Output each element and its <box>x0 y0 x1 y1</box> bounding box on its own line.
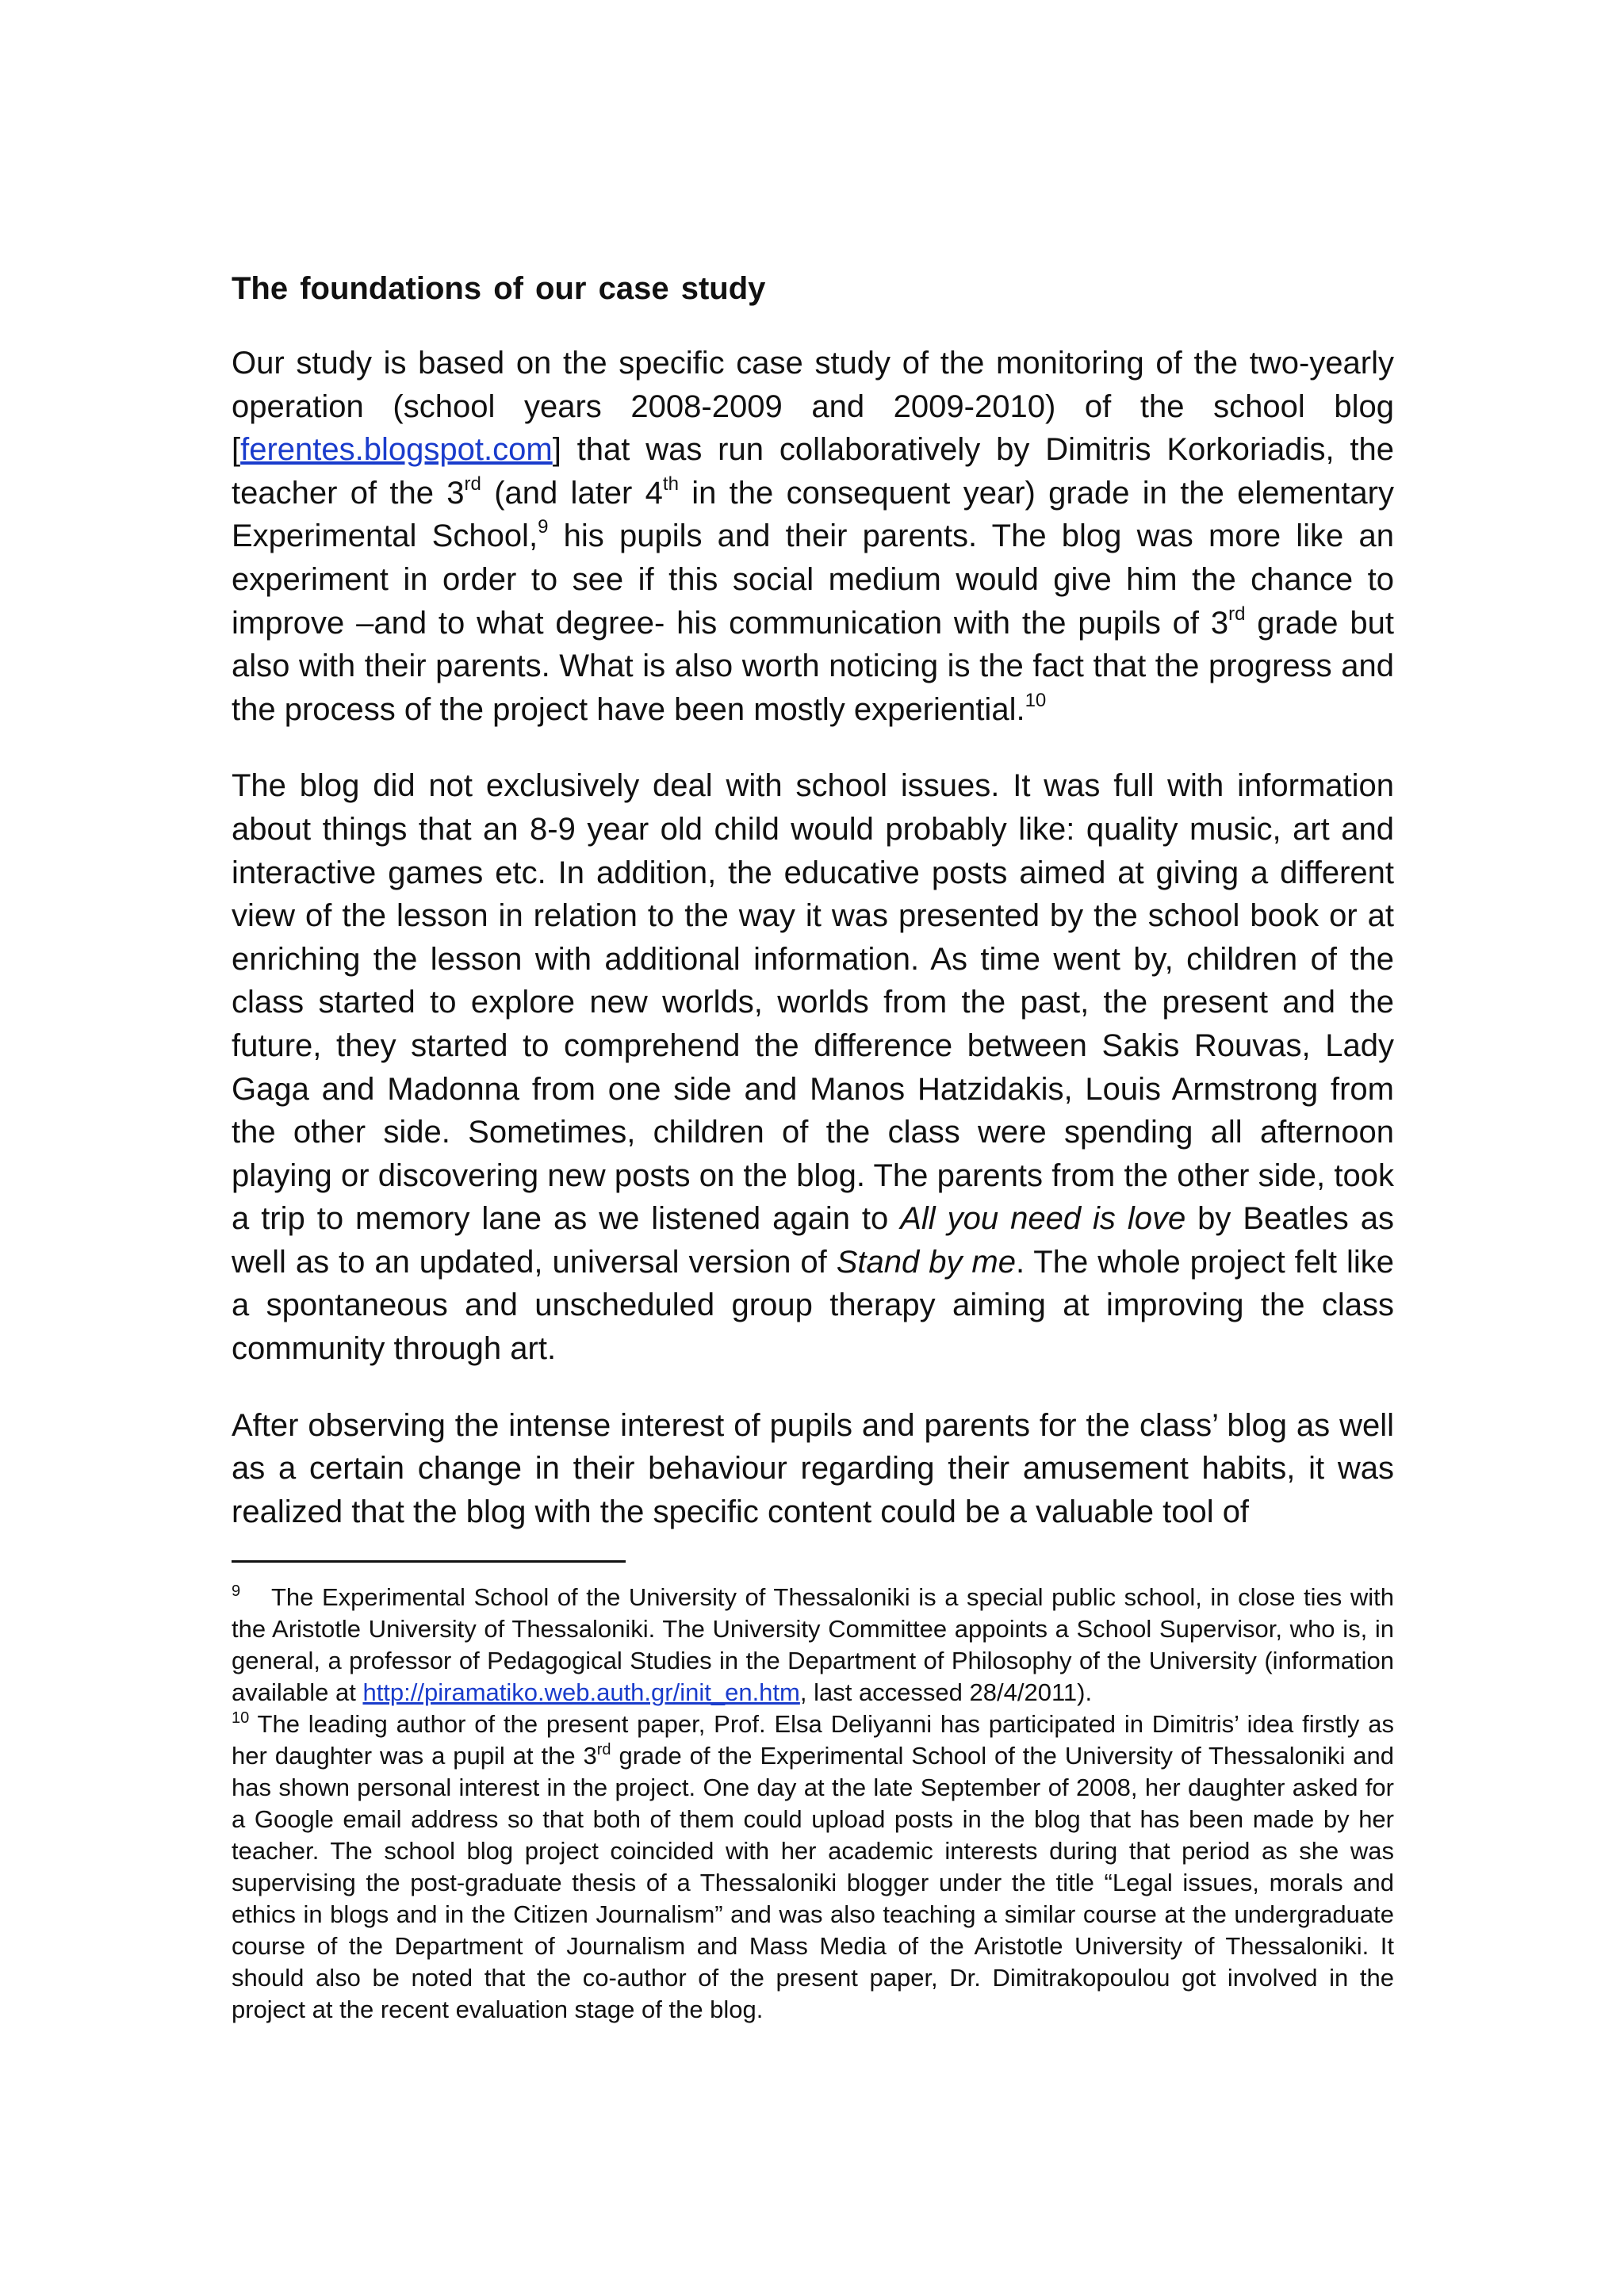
text-run: . The whole project felt like a spontaneous and unscheduled group therapy aiming at improving the class community through art. <box>232 1244 1394 1367</box>
superscript: rd <box>464 473 481 495</box>
paragraph-2 <box>232 764 1394 1370</box>
footnote-ref-10[interactable]: 10 <box>1025 689 1047 711</box>
text-run: The Experimental School of the University of Thessaloniki is a special public school, in close ties with the Aristotle University of Thessaloniki. The University Committee appoints a School Supervisor, who is, in general, a professor of Pedagogical Studies in the Department of Philosophy of the University (information available at <box>232 1583 1394 1707</box>
text-run: The blog did not exclusively deal with school issues. It was full with information about things that an 8-9 year old child would probably like: quality music, art and interactive games etc. In addition, the educative posts aimed at giving a different view of the lesson in relation to the way it was presented by the school book or at enriching the lesson with additional information. As time went by, children of the class started to explore new worlds, worlds from the past, the present and the future, they started to comprehend the difference between Sakis Rouvas, Lady Gaga and Madonna from one side and Manos Hatzidakis, Louis Armstrong from the other side. Sometimes, children of the class were spending all afternoon playing or discovering new posts on the blog. The parents from the other side, took a trip to memory lane as we listened again to <box>232 768 1394 1237</box>
footnote-10 <box>232 1709 1394 2026</box>
text-run: grade of the Experimental School of the University of Thessaloniki and has shown personal interest in the project. One day at the late September of 2008, her daughter asked for a Google email address so that both of them could upload posts in the blog that has been made by her teacher. The school blog project coincided with her academic interests during that period as she was supervising the post-graduate thesis of a Thessaloniki blogger under the title “Legal issues, morals and ethics in blogs and in the Citizen Journalism” and was also teaching a similar course at the undergraduate course of the Department of Journalism and Mass Media of the Aristotle University of Thessaloniki. It should also be noted that the co-author of the present paper, Dr. Dimitrakopoulou got involved in the project at the recent evaluation stage of the blog. <box>232 1742 1394 2024</box>
text-run: his pupils and their parents. The blog was more like an experiment in order to see if this social medium would give him the chance to improve –and to what degree- his communication with the pupils of 3 <box>232 519 1395 641</box>
paragraph-1 <box>232 342 1394 731</box>
text-run: in the consequent year) grade in the elementary Experimental School, <box>232 475 1394 554</box>
text-run: ] that was run collaboratively by Dimitris Korkoriadis, the teacher of the 3 <box>232 432 1394 511</box>
superscript: th <box>662 473 679 495</box>
text-run: by Beatles as well as to an updated, universal version of <box>232 1201 1394 1280</box>
text-run: The leading author of the present paper, Prof. Elsa Deliyanni has participated in Dimitris’ idea firstly as her daughter was a pupil at the 3 <box>232 1710 1394 1770</box>
footnote-number: 10 <box>232 1709 250 1728</box>
footnote-9: $^9$ The Experimental School of the University of Thessaloniki is a special public school, in close ties with the Aristotle University of Thessaloniki. The University Committee appoints a School Supervisor, who is, in general, a professor of Pedagogical Studies in the Department of Philosophy of the University (information available at http://piramatiko.web.auth.gr/init_en.htm, last accessed 28/4/2011). <box>232 1582 1394 1707</box>
paragraph-3: After observing the intense interest of pupils and parents for the class’ blog as well as a certain change in their behaviour regarding their amusement habits, it was realized that the blog with the specific content could be a valuable tool of <box>232 1407 1394 1529</box>
text-run: Our study is based on the specific case study of the monitoring of the two-yearly operation (school years 2008-2009 and 2009-2010) of the school blog [ <box>232 346 1394 468</box>
superscript: rd <box>1228 603 1246 625</box>
song-title: All you need is love <box>900 1201 1186 1237</box>
superscript: rd <box>596 1741 611 1759</box>
text-run: , last accessed 28/4/2011). <box>799 1678 1093 1707</box>
school-website-link[interactable]: http://piramatiko.web.auth.gr/init_en.htm <box>362 1678 800 1707</box>
blog-link[interactable]: ferentes.blogspot.com <box>240 432 553 468</box>
footnote-separator <box>232 1560 626 1563</box>
song-title: Stand by me <box>836 1244 1016 1280</box>
section-heading: The foundations of our case study <box>232 271 766 306</box>
text-run: (and later 4 <box>481 475 663 511</box>
footnote-ref-9[interactable]: 9 <box>538 516 549 538</box>
text-run: grade but also with their parents. What is also worth noticing is the fact that the progress and the process of the project have been mostly experiential. <box>232 605 1394 727</box>
